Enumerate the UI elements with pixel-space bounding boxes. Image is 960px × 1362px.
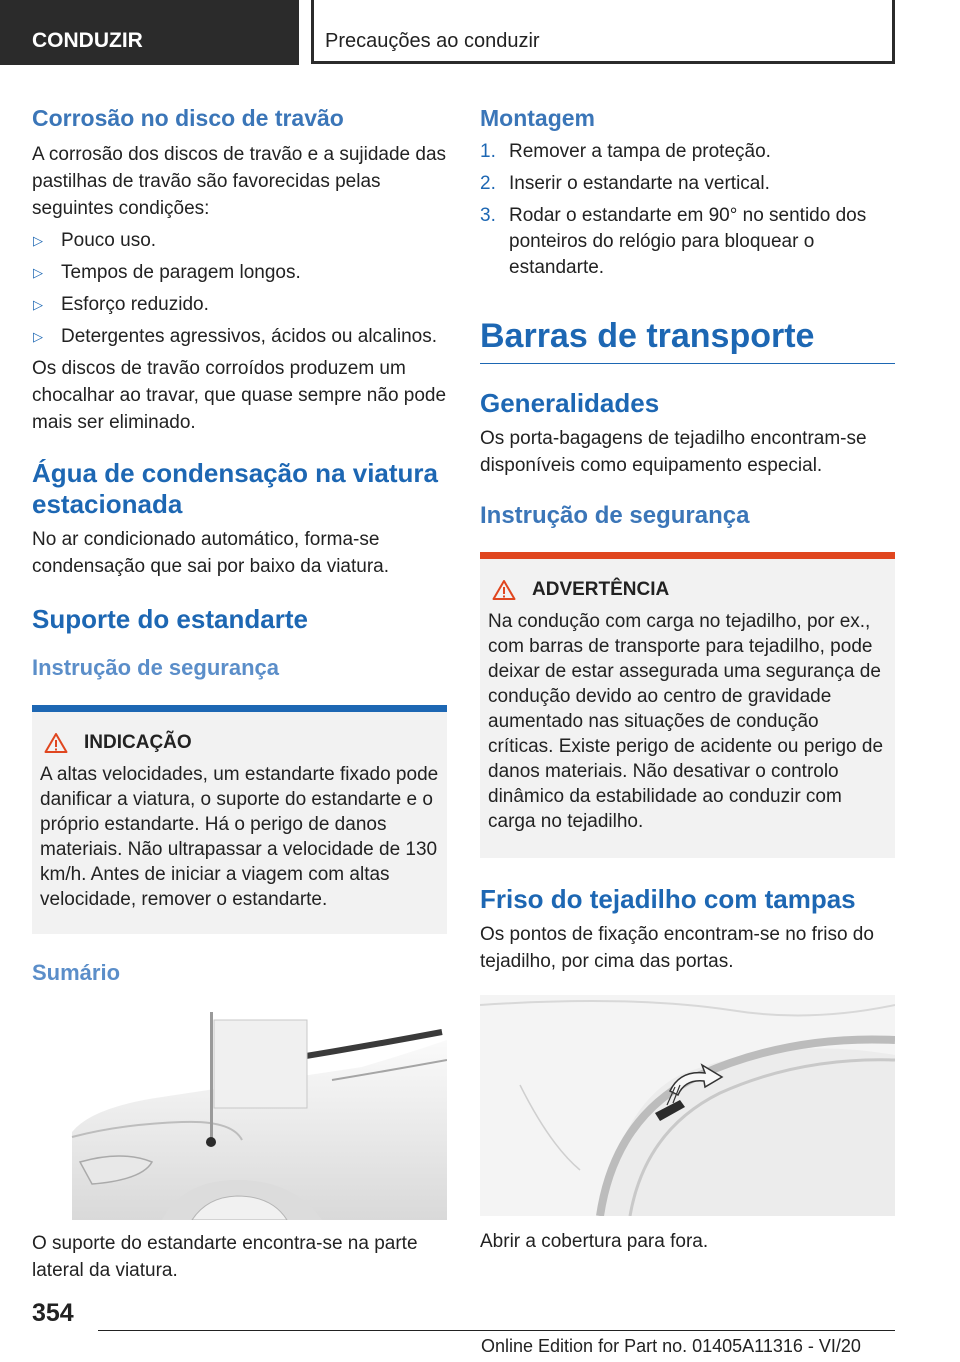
flag-holder-illustration (32, 1012, 447, 1220)
mount-heading: Montagem (480, 105, 595, 131)
note-header (40, 730, 439, 756)
warning-box (480, 552, 895, 858)
triangle-bullet-icon: ▷ (33, 297, 43, 312)
general-heading: Generalidades (480, 388, 660, 418)
triangle-bullet-icon: ▷ (33, 265, 43, 280)
triangle-bullet-icon: ▷ (33, 329, 43, 344)
flag-safety-heading: Instrução de segurança (32, 655, 279, 680)
list-item: ▷ Tempos de paragem longos. (32, 259, 447, 286)
condensation-heading: Água de condensação na viatura estacionada (32, 458, 439, 519)
left-column (32, 100, 447, 1284)
roof-heading: Friso do tejadilho com tampas (480, 884, 856, 914)
list-item: ▷ Pouco uso. (32, 227, 447, 254)
list-item: 3. Rodar o estandarte em 90° no sentido dos ponteiros do relógio para bloquear o estandarte. (480, 205, 867, 278)
footer-divider (98, 1330, 895, 1331)
chapter-title: Barras de transporte (480, 317, 815, 355)
list-item: 2. Inserir o estandarte na vertical. (480, 173, 770, 194)
general-text: Os porta-bagagens de tejadilho encontram-se disponíveis como equipamento especial. (480, 428, 867, 476)
right-column (480, 100, 895, 1255)
note-label: INDICAÇÃO (84, 732, 192, 753)
corrosion-outro: Os discos de travão corroídos produzem um chocalhar ao travar, que quase sempre não pode mais ser eliminado. (32, 358, 447, 433)
condensation-text: No ar condicionado automático, forma-se condensação que sai por baixo da viatura. (32, 529, 390, 577)
corrosion-intro: A corrosão dos discos de travão e a sujidade das pastilhas de travão são favorecidas pelas seguintes condições: (32, 144, 447, 219)
page-number: 354 (32, 1299, 74, 1327)
corrosion-list (32, 227, 447, 350)
roof-safety-heading: Instrução de segurança (480, 502, 750, 529)
triangle-bullet-icon: ▷ (33, 233, 43, 248)
list-item: ▷ Esforço reduzido. (32, 291, 447, 318)
summary-heading: Sumário (32, 960, 121, 985)
corrosion-heading: Corrosão no disco de travão (32, 105, 344, 131)
warning-triangle-icon (44, 732, 68, 754)
note-box (32, 705, 447, 934)
section-tab: CONDUZIR (0, 0, 299, 65)
car-fender-flag-image (32, 1012, 447, 1220)
warning-triangle-icon (492, 579, 516, 601)
roof-rail-image (480, 995, 895, 1216)
list-item: 1. Remover a tampa de proteção. (480, 141, 771, 162)
warning-label: ADVERTÊNCIA (532, 579, 670, 600)
footer-edition: Online Edition for Part no. 01405A11316 - VI/20 (481, 1336, 861, 1356)
summary-caption: O suporte do estandarte encontra-se na parte lateral da viatura. (32, 1233, 418, 1281)
warning-text: Na condução com carga no tejadilho, por ex., com barras de transporte para tejadilho, pode deixar de estar assegurada uma segurança de condução devido ao centro de gravidade aumentado nas situações de condução críticas. Existe perigo de acidente ou perigo de danos materiais. Não desativar o controlo dinâmico da estabilidade ao conduzir com carga no tejadilho. (488, 611, 884, 832)
warning-header (488, 577, 887, 603)
chapter-title-block (480, 315, 895, 364)
roof-text: Os pontos de fixação encontram-se no friso do tejadilho, por cima das portas. (480, 924, 874, 972)
flag-heading: Suporte do estandarte (32, 604, 308, 634)
list-item: ▷ Detergentes agressivos, ácidos ou alcalinos. (32, 323, 447, 350)
chapter-header: Precauções ao conduzir (311, 0, 895, 64)
note-text: A altas velocidades, um estandarte fixado pode danificar a viatura, o suporte do estandarte e o próprio estandarte. Há o perigo de danos materiais. Não ultrapassar a velocidade de 130 km/h. Antes de iniciar a viagem com altas velocidade, remover o estandarte. (40, 764, 439, 910)
roof-caption: Abrir a cobertura para fora. (480, 1231, 709, 1252)
roof-illustration (480, 995, 895, 1216)
mount-steps (480, 139, 895, 281)
